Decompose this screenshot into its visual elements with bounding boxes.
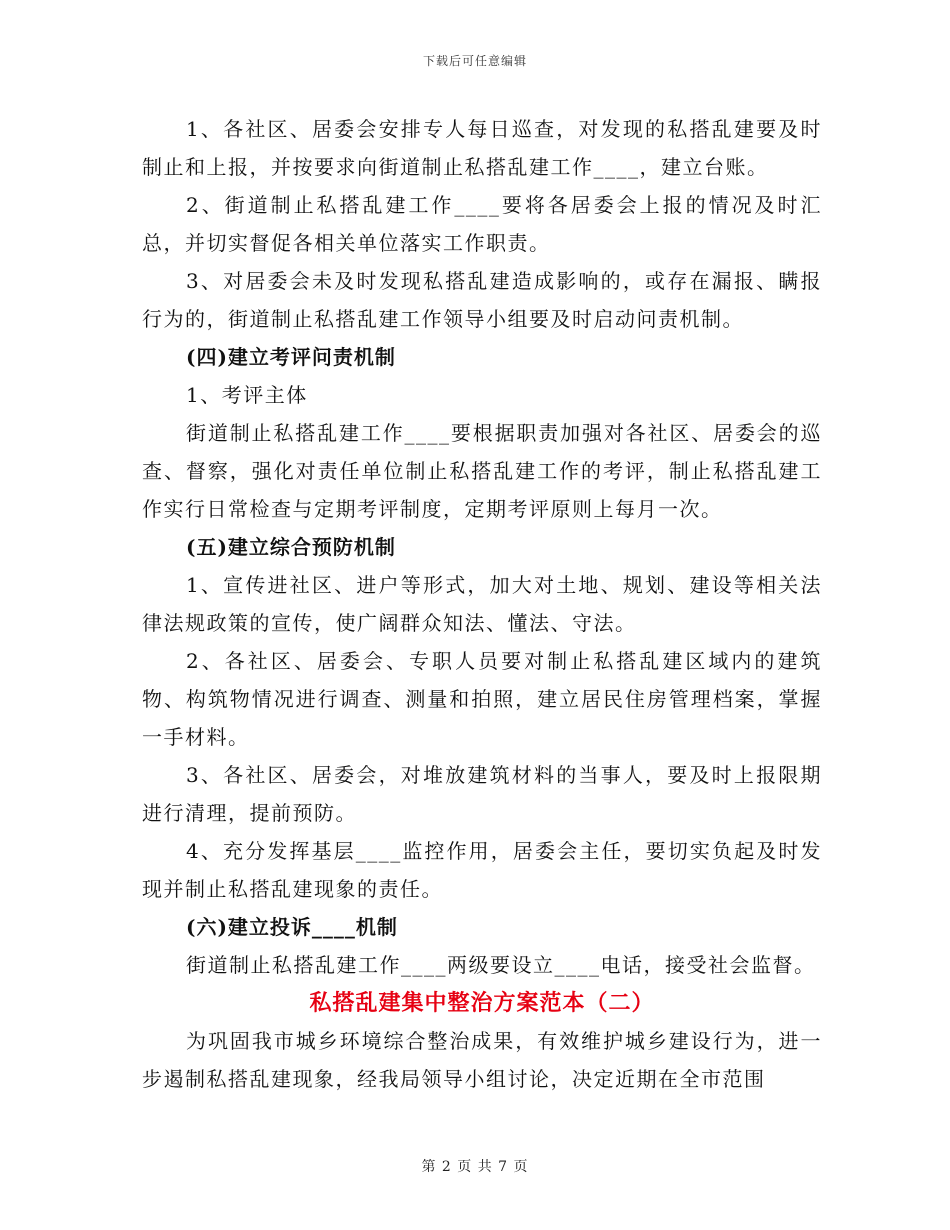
section-heading-4: (四)建立考评问责机制: [186, 345, 396, 369]
paragraph-complaint: 街道制止私搭乱建工作____两级要设立____电话，接受社会监督。: [186, 953, 816, 977]
paragraph-intro: 为巩固我市城乡环境综合整治成果，有效维护城乡建设行为，进一步遏制私搭乱建现象，经我局领导小组讨论，决定近期在全市范围: [142, 1029, 822, 1091]
section-heading-5: (五)建立综合预防机制: [186, 535, 396, 559]
paragraph-prevention-2: 2、各社区、居委会、专职人员要对制止私搭乱建区域内的建筑物、构筑物情况进行调查、测量和拍照，建立居民住房管理档案，掌握一手材料。: [142, 649, 822, 749]
document-title: 私搭乱建集中整治方案范本（二）: [309, 990, 655, 1016]
paragraph-evaluation-subject: 1、考评主体: [186, 383, 308, 407]
page-number: 第 2 页 共 7 页: [421, 1159, 529, 1175]
section-heading-6: (六)建立投诉____机制: [186, 915, 398, 939]
paragraph-prevention-1: 1、宣传进社区、进户等形式，加大对土地、规划、建设等相关法律法规政策的宣传，使广阔群众知法、懂法、守法。: [142, 573, 822, 635]
page-header-note: 下载后可任意编辑: [422, 54, 527, 68]
paragraph-evaluation-detail: 街道制止私搭乱建工作____要根据职责加强对各社区、居委会的巡查、督察，强化对责任单位制止私搭乱建工作的考评，制止私搭乱建工作实行日常检查与定期考评制度，定期考评原则上每月一次。: [142, 421, 822, 521]
paragraph-prevention-4: 4、充分发挥基层____监控作用，居委会主任，要切实负起及时发现并制止私搭乱建现象的责任。: [142, 839, 822, 901]
paragraph-prevention-3: 3、各社区、居委会，对堆放建筑材料的当事人，要及时上报限期进行清理，提前预防。: [142, 763, 822, 825]
paragraph-item-3: 3、对居委会未及时发现私搭乱建造成影响的，或存在漏报、瞒报行为的，街道制止私搭乱建工作领导小组要及时启动问责机制。: [142, 269, 822, 331]
document-body: [142, 110, 822, 1098]
paragraph-item-1: 1、各社区、居委会安排专人每日巡查，对发现的私搭乱建要及时制止和上报，并按要求向街道制止私搭乱建工作____，建立台账。: [142, 117, 822, 179]
paragraph-item-2: 2、街道制止私搭乱建工作____要将各居委会上报的情况及时汇总，并切实督促各相关单位落实工作职责。: [142, 193, 822, 255]
